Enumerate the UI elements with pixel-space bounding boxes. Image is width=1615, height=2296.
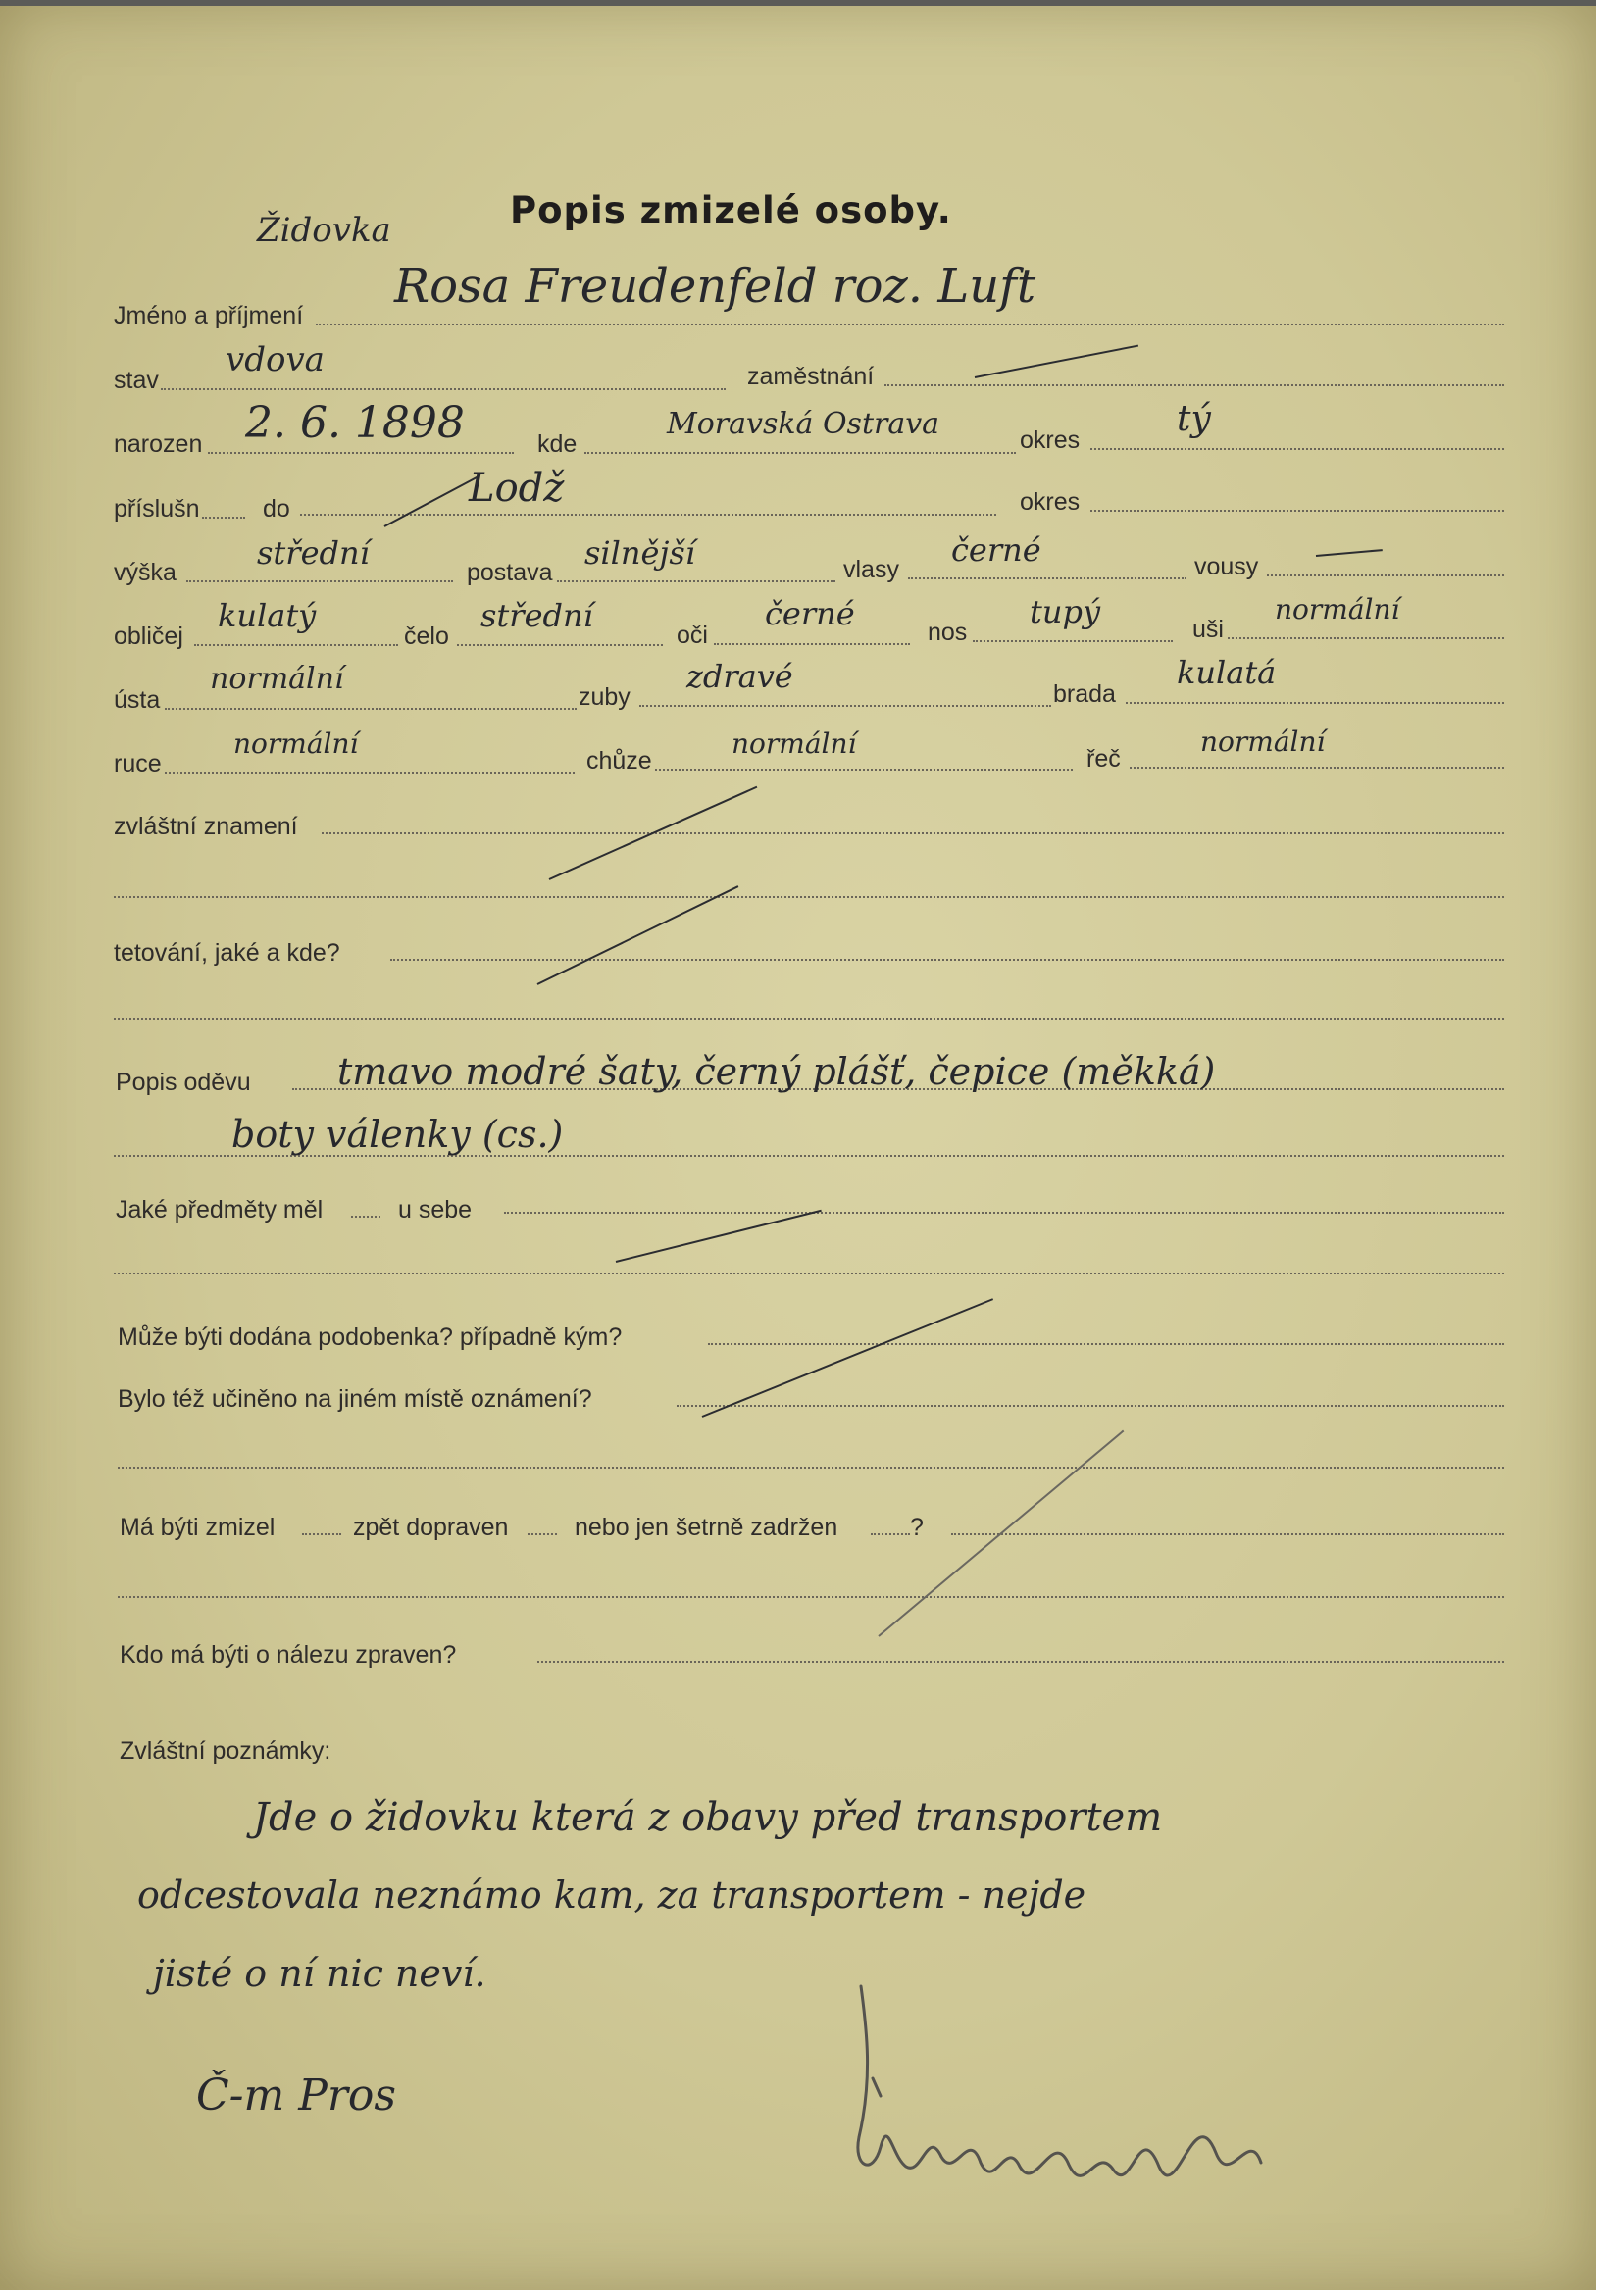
dotted-line: [714, 643, 910, 645]
dotted-line: [202, 517, 245, 519]
cancel-stroke: [1316, 549, 1383, 557]
label-narozen: narozen: [114, 430, 203, 458]
dotted-line: [208, 452, 514, 454]
label-chuze: chůze: [586, 747, 652, 774]
cancel-stroke: [975, 345, 1138, 378]
label-tetovani: tetování, jaké a kde?: [114, 939, 340, 967]
signature: [833, 1971, 1275, 2225]
dotted-line: [114, 1018, 1504, 1020]
label-prislusn: příslušn: [114, 495, 200, 523]
label-zamestnani: zaměstnání: [747, 363, 875, 390]
label-poznamky: Zvláštní poznámky:: [120, 1737, 331, 1765]
label-podobenka: Může býti dodána podobenka? případně kým?: [118, 1323, 623, 1351]
handwritten-podpis-left: Č-m Pros: [196, 2071, 396, 2121]
dotted-line: [1090, 510, 1504, 512]
label-dopraven-b: zpět dopraven: [353, 1514, 509, 1541]
dotted-line: [1090, 448, 1504, 450]
top-edge: [0, 0, 1596, 6]
handwritten-ruce: normální: [233, 727, 359, 760]
label-oznameni: Bylo též učiněno na jiném místě oznámení?: [118, 1385, 592, 1413]
cancel-stroke: [616, 1210, 822, 1263]
label-celo: čelo: [404, 623, 449, 650]
dotted-line: [186, 580, 453, 582]
handwritten-zidovka: Židovka: [257, 211, 391, 250]
label-dopraven-c: nebo jen šetrně zadržen: [575, 1514, 838, 1541]
handwritten-oblicej: kulatý: [218, 597, 317, 634]
label-nalezu: Kdo má býti o nálezu zpraven?: [120, 1641, 457, 1669]
label-okres2: okres: [1020, 488, 1081, 516]
dotted-line: [708, 1343, 1504, 1345]
form-title: Popis zmizelé osoby.: [510, 189, 952, 231]
label-brada: brada: [1053, 680, 1116, 708]
dotted-line: [871, 1533, 910, 1535]
label-vlasy: vlasy: [843, 556, 899, 583]
label-dopraven-a: Má býti zmizel: [120, 1514, 276, 1541]
handwritten-poznamky-2: odcestovala neznámo kam, za transportem - nejde: [137, 1873, 1086, 1917]
handwritten-narozen: 2. 6. 1898: [245, 398, 465, 448]
handwritten-postava: silnější: [584, 534, 696, 572]
dotted-line: [322, 832, 1504, 834]
dotted-line: [114, 896, 1504, 898]
dotted-line: [1130, 767, 1504, 769]
dotted-line: [390, 959, 1504, 961]
dotted-line: [351, 1216, 380, 1218]
dotted-line: [528, 1533, 557, 1535]
label-rec: řeč: [1086, 745, 1121, 773]
handwritten-usi: normální: [1275, 593, 1400, 625]
handwritten-odev-2: boty válenky (cs.): [231, 1113, 564, 1156]
dotted-line: [114, 1273, 1504, 1274]
dotted-line: [165, 708, 577, 710]
label-usi: uši: [1192, 616, 1224, 643]
label-jmeno: Jméno a příjmení: [114, 302, 304, 329]
dotted-line: [118, 1467, 1504, 1469]
dotted-line: [165, 772, 575, 774]
dotted-line: [557, 580, 835, 582]
label-dopraven-d: ?: [910, 1514, 924, 1541]
dotted-line: [951, 1533, 1504, 1535]
label-odev: Popis oděvu: [116, 1069, 251, 1096]
handwritten-okres: tý: [1177, 399, 1211, 439]
label-nos: nos: [928, 619, 968, 646]
label-usta: ústa: [114, 686, 161, 714]
dotted-line: [537, 1661, 1504, 1663]
label-oblicej: obličej: [114, 623, 183, 650]
dotted-line: [161, 388, 726, 390]
handwritten-poznamky-3: jisté o ní nic neví.: [153, 1952, 486, 1995]
handwritten-kde: Moravská Ostrava: [667, 407, 940, 441]
label-vousy: vousy: [1194, 553, 1259, 580]
label-do: do: [263, 495, 290, 523]
handwritten-usta: normální: [210, 662, 344, 696]
label-okres: okres: [1020, 426, 1081, 454]
handwritten-poznamky-1: Jde o židovku která z obavy před transportem: [253, 1795, 1163, 1840]
dotted-line: [584, 452, 1016, 454]
handwritten-brada: kulatá: [1177, 654, 1277, 691]
hand-stroke: [384, 474, 480, 526]
dotted-line: [884, 384, 1504, 386]
label-vyska: výška: [114, 559, 177, 586]
label-predmety-a: Jaké předměty měl: [116, 1196, 324, 1223]
handwritten-do: Lodž: [469, 466, 565, 511]
handwritten-odev-1: tmavo modré šaty, černý plášť, čepice (měkká): [337, 1050, 1216, 1093]
dotted-line: [302, 1533, 341, 1535]
dotted-line: [908, 577, 1186, 579]
dotted-line: [1228, 637, 1504, 639]
handwritten-rec: normální: [1200, 725, 1326, 758]
dotted-line: [504, 1212, 1504, 1214]
label-stav: stav: [114, 367, 159, 394]
cancel-stroke: [537, 885, 739, 985]
label-oci: oči: [677, 622, 708, 649]
dotted-line: [677, 1405, 1504, 1407]
handwritten-jmeno: Rosa Freudenfeld roz. Luft: [394, 259, 1036, 314]
handwritten-vlasy: černé: [951, 531, 1041, 569]
label-znameni: zvláštní znamení: [114, 813, 298, 840]
handwritten-stav: vdova: [226, 340, 325, 379]
handwritten-vyska: střední: [257, 534, 370, 572]
dotted-line: [655, 769, 1073, 771]
cancel-stroke: [702, 1298, 993, 1418]
handwritten-oci: černé: [765, 595, 855, 632]
handwritten-zuby: zdravé: [686, 658, 793, 695]
label-kde: kde: [537, 430, 578, 458]
handwritten-celo: střední: [480, 597, 593, 634]
dotted-line: [118, 1596, 1504, 1598]
dotted-line: [1126, 702, 1504, 704]
label-ruce: ruce: [114, 750, 162, 777]
label-postava: postava: [467, 559, 553, 586]
label-predmety-b: u sebe: [398, 1196, 473, 1223]
dotted-line: [194, 644, 398, 646]
handwritten-nos: tupý: [1030, 593, 1101, 630]
dotted-line: [639, 705, 1051, 707]
dotted-line: [457, 644, 663, 646]
handwritten-chuze: normální: [732, 727, 857, 760]
label-zuby: zuby: [579, 683, 631, 711]
dotted-line: [973, 640, 1173, 642]
dotted-line: [1267, 574, 1504, 576]
dotted-line: [316, 324, 1504, 325]
